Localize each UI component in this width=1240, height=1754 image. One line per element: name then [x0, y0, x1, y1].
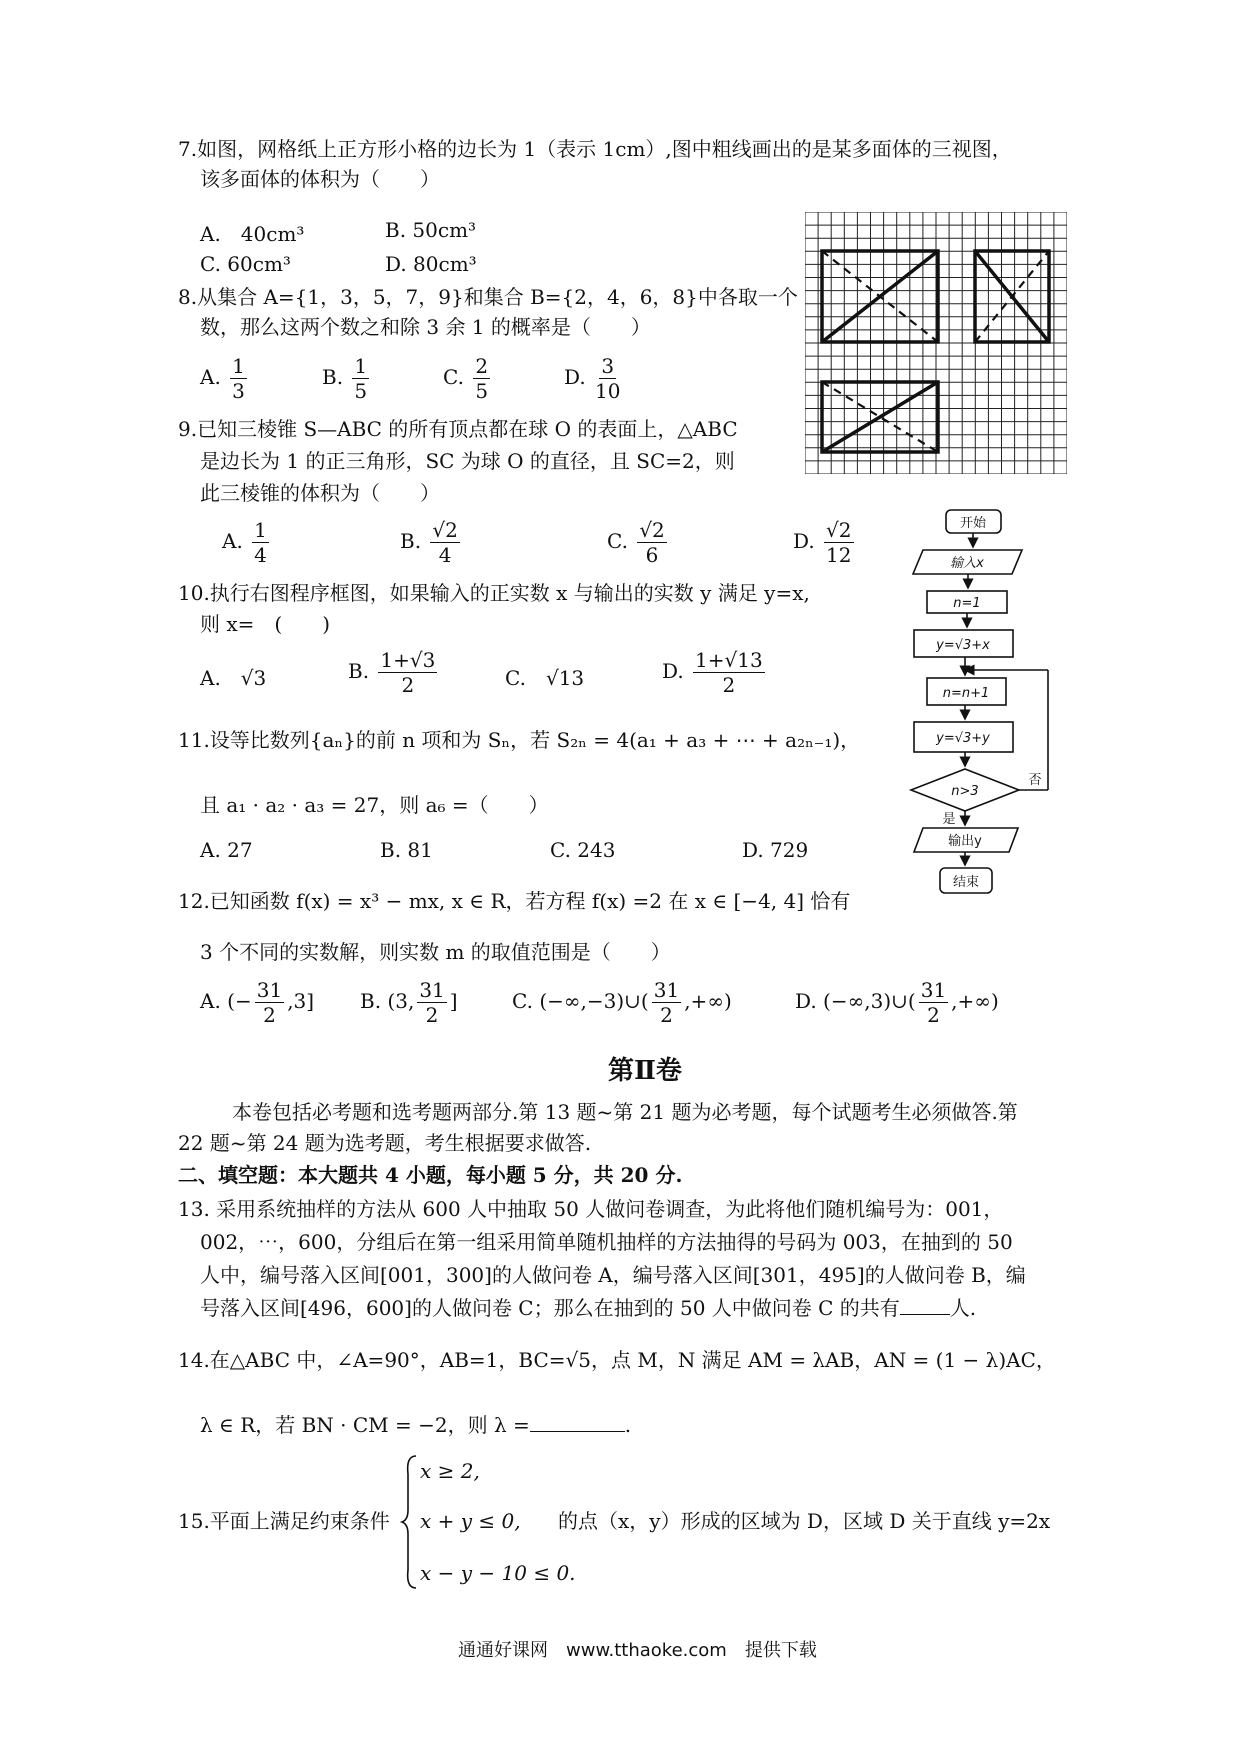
flow-yes-label: 是 [942, 812, 956, 827]
flowchart-figure [905, 505, 1075, 901]
flow-condition-text: n>3 [951, 784, 979, 799]
q13-line1: 13. 采用系统抽样的方法从 600 人中抽取 50 人做问卷调查，为此将他们随机编号为：001， [178, 1197, 1004, 1221]
section2-intro-line2: 22 题~第 24 题为选考题，考生根据要求做答. [178, 1131, 592, 1155]
q9-option-b: B. $\frac{√2}{4}$ [400, 518, 458, 567]
flow-n1-text: n=1 [953, 596, 981, 611]
q12-stem-line2: 3 个不同的实数解，则实数 m 的取值范围是（ ） [200, 940, 671, 964]
flow-y2-text: y=√3+y [936, 731, 990, 746]
q9-option-d: D. $\frac{√2}{12}$ [793, 518, 852, 567]
q13-answer-blank[interactable] [900, 1296, 950, 1315]
section2-title: 第Ⅱ卷 [608, 1056, 682, 1086]
q10-option-c: C. √13 [505, 666, 585, 690]
q9-stem-line2: 是边长为 1 的正三角形，SC 为球 O 的直径，且 SC=2，则 [200, 449, 735, 473]
flow-start-text: 开始 [959, 516, 987, 531]
q13-line3: 人中，编号落入区间[001，300]的人做问卷 A，编号落入区间[301，495]的人做问卷 B，编 [200, 1263, 1026, 1287]
flow-n2-text: n=n+1 [942, 686, 990, 701]
q12-option-d: D. (−∞,3)∪( $\frac{31}{2}$ ,+∞) [795, 978, 999, 1027]
q13-line4: 号落入区间[496，600]的人做问卷 C；那么在抽到的 50 人中做问卷 C 的共有 人. [200, 1296, 977, 1320]
flow-output-text: 输出y [948, 834, 982, 849]
q8-option-d: D. $\frac{3}{10}$ [564, 354, 621, 403]
q10-option-d: D. $\frac{1+√13}{2}$ [662, 648, 763, 697]
q15-constraint-1: x ≥ 2, [420, 1459, 480, 1483]
q11-option-d: D. 729 [742, 838, 809, 862]
section2-intro-line1: 本卷包括必考题和选考题两部分.第 13 题~第 21 题为必考题，每个试题考生必须做答.第 [232, 1100, 1018, 1124]
q7-option-c: C. 60cm³ [200, 252, 291, 276]
q7-option-d: D. 80cm³ [385, 252, 477, 276]
q12-option-b: B. (3, $\frac{31}{2}$ ] [360, 978, 458, 1027]
q15-constraint-3: x − y − 10 ≤ 0. [420, 1561, 576, 1585]
q12-option-c: C. (−∞,−3)∪( $\frac{31}{2}$ ,+∞) [512, 978, 732, 1027]
q15-constraint-2: x + y ≤ 0, [420, 1509, 521, 1533]
q11-option-a: A. 27 [200, 838, 253, 862]
q12-option-a: A. (− $\frac{31}{2}$ ,3] [200, 978, 315, 1027]
q11-stem-line2: 且 a₁ · a₂ · a₃ = 27，则 a₆ =（ ） [200, 793, 549, 817]
q10-option-b: B. $\frac{1+√3}{2}$ [348, 648, 436, 697]
q15-tail: 的点（x，y）形成的区域为 D，区域 D 关于直线 y=2x [558, 1509, 1051, 1533]
q13-line2: 002，⋯，600，分组后在第一组采用简单随机抽样的方法抽得的号码为 003，在抽到的 50 [200, 1230, 1013, 1254]
q11-option-c: C. 243 [550, 838, 616, 862]
q15-lead: 15.平面上满足约束条件 [178, 1509, 390, 1533]
q9-option-a: A. $\frac{1}{4}$ [222, 518, 267, 567]
q10-option-a: A. √3 [200, 666, 267, 690]
q9-stem-line3: 此三棱锥的体积为（ ） [200, 481, 440, 505]
q7-stem-line1: 7.如图，网格纸上正方形小格的边长为 1（表示 1cm）,图中粗线画出的是某多面体的三视图， [178, 137, 1012, 161]
q10-stem-line2: 则 x= ( ) [200, 612, 330, 636]
flow-no-label: 否 [1028, 773, 1042, 788]
q8-stem-line1: 8.从集合 A={1，3，5，7，9}和集合 B={2，4，6，8}中各取一个 [178, 285, 798, 309]
q8-stem-line2: 数，那么这两个数之和除 3 余 1 的概率是（ ） [200, 315, 651, 339]
q14-line2: λ ∈ R，若 BN · CM = −2，则 λ = . [200, 1413, 632, 1437]
q7-option-b: B. 50cm³ [385, 218, 477, 242]
flow-y1-text: y=√3+x [936, 638, 990, 653]
page-footer: 通通好课网 www.tthaoke.com 提供下载 [458, 1640, 817, 1661]
q8-option-b: B. $\frac{1}{5}$ [322, 354, 368, 403]
q9-option-c: C. $\frac{√2}{6}$ [607, 518, 665, 567]
q12-stem-line1: 12.已知函数 f(x) = x³ − mx, x ∈ R，若方程 f(x) =2 在 x ∈ [−4, 4] 恰有 [178, 889, 851, 913]
q10-stem-line1: 10.执行右图程序框图，如果输入的正实数 x 与输出的实数 y 满足 y=x, [178, 581, 810, 605]
q14-answer-blank[interactable] [530, 1413, 625, 1432]
fill-blank-heading: 二、填空题：本大题共 4 小题，每小题 5 分，共 20 分. [178, 1163, 683, 1187]
q8-option-a: A. $\frac{1}{3}$ [200, 354, 245, 403]
q15-brace [400, 1454, 420, 1590]
q14-line1: 14.在△ABC 中，∠A=90°，AB=1，BC=√5，点 M，N 满足 AM = λAB，AN = (1 − λ)AC， [178, 1348, 1056, 1372]
q7-stem-line2: 该多面体的体积为（ ） [200, 167, 440, 191]
q11-stem-line1: 11.设等比数列{aₙ}的前 n 项和为 Sₙ，若 S₂ₙ = 4(a₁ + a₃ + ⋯ + a₂ₙ₋₁)， [178, 728, 861, 752]
q9-stem-line1: 9.已知三棱锥 S—ABC 的所有顶点都在球 O 的表面上，△ABC [178, 417, 738, 441]
q7-option-a: A. 40cm³ [200, 222, 305, 246]
q8-option-c: C. $\frac{2}{5}$ [443, 354, 489, 403]
three-view-figure [805, 212, 1067, 474]
flow-input-text: 输入x [950, 556, 984, 571]
q11-option-b: B. 81 [380, 838, 433, 862]
flow-end-text: 结束 [952, 875, 980, 890]
